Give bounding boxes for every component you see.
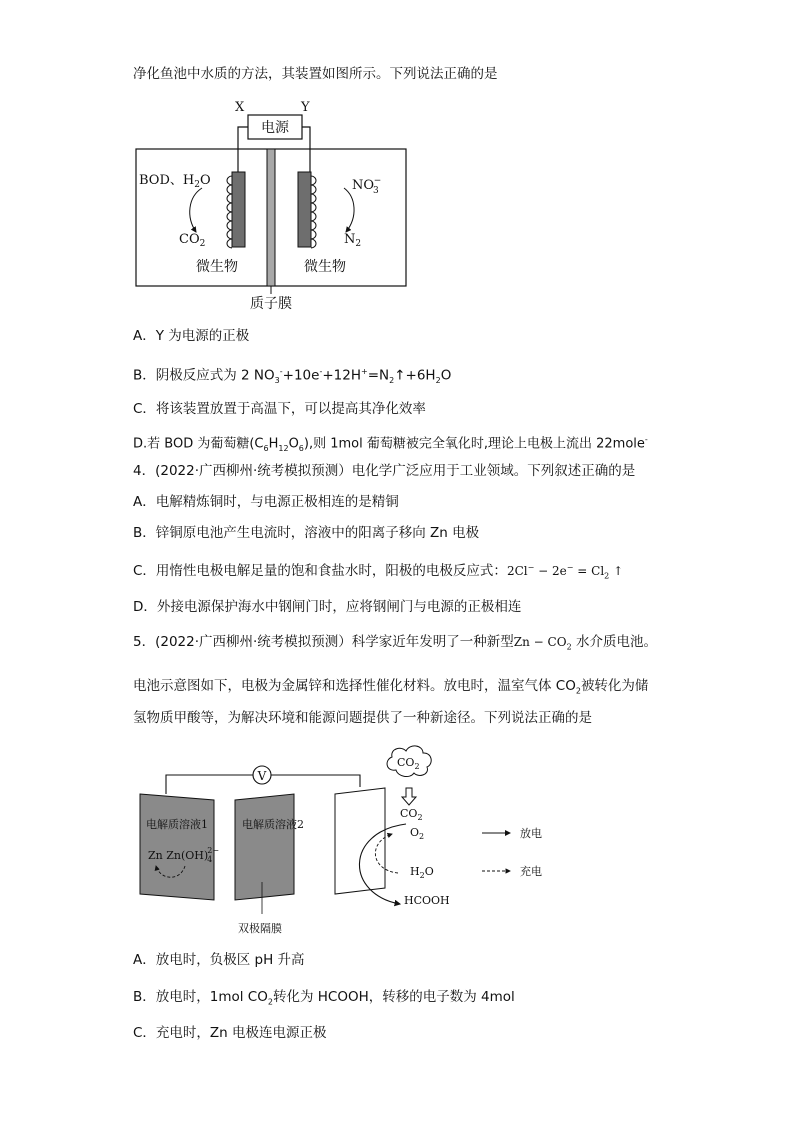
- zinc-electrode: [140, 794, 214, 900]
- co2-label: $CO_2$: [400, 807, 423, 822]
- legend-discharge: 放电: [520, 827, 542, 840]
- q5-option-b: B．放电时，1mol $CO_2$转化为 HCOOH，转移的电子数为 4mol: [133, 989, 515, 1007]
- label-x: X: [235, 100, 245, 115]
- q5-stem-line2: 电池示意图如下，电极为金属锌和选择性催化材料。放电时，温室气体 $CO_2$被转化为储: [133, 678, 649, 696]
- electrolyte2-label: 电解质溶液2: [242, 818, 304, 831]
- h2o-label: $H_2O$: [410, 865, 434, 880]
- q3-option-b: B．阴极反应式为 2 $NO_3^-+10e^-+12H^+=N_2↑+6H_2O$: [133, 367, 452, 386]
- q3-option-a: A．Y 为电源的正极: [133, 328, 250, 344]
- microbe-right-label: 微生物: [304, 259, 346, 275]
- q4-option-d: D．外接电源保护海水中钢闸门时，应将钢闸门与电源的正极相连: [133, 599, 522, 615]
- no3-label: NO3−: [352, 176, 382, 196]
- q3-option-c: C．将该装置放置于高温下，可以提高其净化效率: [133, 401, 426, 417]
- microbe-left-label: 微生物: [196, 259, 238, 275]
- voltmeter-label: V: [257, 769, 267, 783]
- membrane-label: 质子膜: [250, 296, 292, 312]
- zn-label: Zn Zn(OH)42−: [148, 846, 220, 864]
- power-label: 电源: [261, 120, 289, 136]
- hcooh-label: HCOOH: [404, 894, 450, 907]
- electrolyte2-plate: [235, 794, 294, 900]
- proton-membrane: [267, 149, 275, 286]
- q4-option-c: C．用惰性电极电解足量的饱和食盐水时，阳极的电极反应式：$2Cl^- - 2e^- = Cl_2$ ↑: [133, 563, 624, 581]
- n2-label: $N_2$: [344, 232, 362, 249]
- right-electrode: [298, 172, 311, 247]
- electrolyte1-label: 电解质溶液1: [146, 818, 208, 831]
- q5-stem-line1: 5．(2022·广西柳州·统考模拟预测）科学家近年发明了一种新型$Zn - CO_2$ 水介质电池。: [133, 634, 657, 652]
- legend-charge: 充电: [520, 865, 542, 878]
- cloud-co2-label: $CO_2$: [397, 756, 420, 771]
- co2-input-arrow: [402, 788, 416, 805]
- q5-option-c: C．充电时，Zn 电极连电源正极: [133, 1025, 327, 1041]
- co2-label-left: $CO_2$: [179, 232, 206, 249]
- q4-option-a: A．电解精炼铜时，与电源正极相连的是精铜: [133, 494, 399, 510]
- q3-electrolysis-figure: [130, 92, 420, 314]
- membrane-label: 双极隔膜: [238, 922, 282, 935]
- bod-h2o-label: BOD、$H_2O$: [139, 173, 211, 190]
- left-electrode: [232, 172, 245, 247]
- left-microbe-layer: [227, 176, 232, 248]
- o2-label: $O_2$: [410, 826, 425, 841]
- q5-battery-figure: [130, 742, 560, 942]
- label-y: Y: [301, 100, 310, 115]
- q5-option-a: A．放电时，负极区 pH 升高: [133, 952, 305, 968]
- q4-stem: 4．(2022·广西柳州·统考模拟预测）电化学广泛应用于工业领域。下列叙述正确的是: [133, 463, 636, 479]
- catalyst-electrode: [335, 788, 385, 894]
- q3-stem: 净化鱼池中水质的方法，其装置如图所示。下列说法正确的是: [133, 66, 498, 82]
- q5-stem-line3: 氢物质甲酸等，为解决环境和能源问题提供了一种新途径。下列说法正确的是: [133, 710, 592, 726]
- q4-option-b: B．锌铜原电池产生电流时，溶液中的阳离子移向 Zn 电极: [133, 525, 480, 541]
- right-microbe-layer: [311, 176, 316, 248]
- q3-option-d: D.若 BOD 为葡萄糖$(C_6H_{12}O_6)$,则 1mol 葡萄糖被完全氧化时,理论上电极上流出 22mole-: [133, 435, 648, 453]
